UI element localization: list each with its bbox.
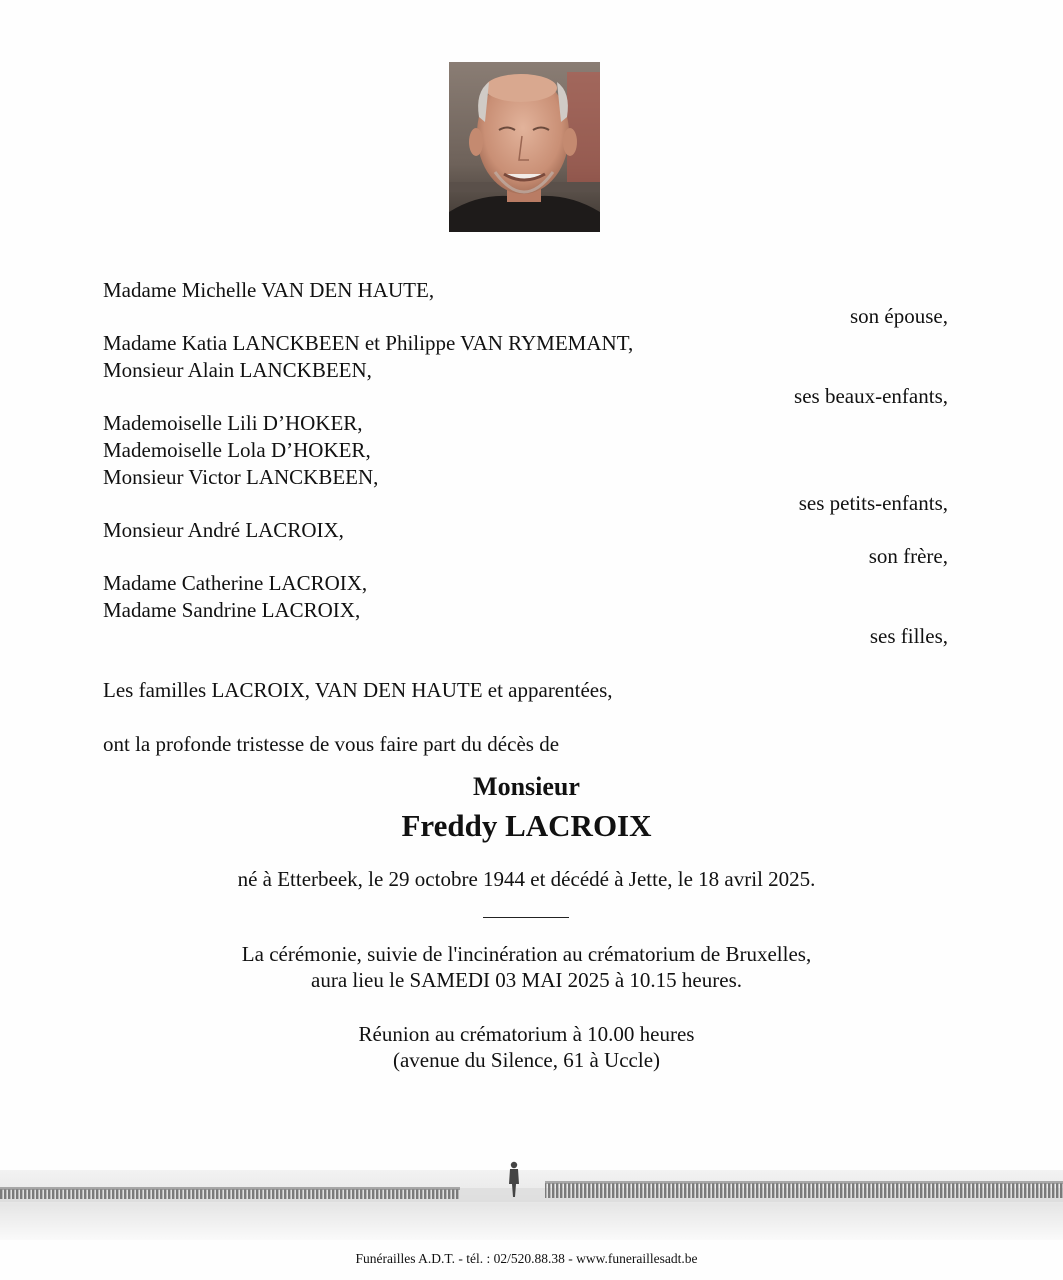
ceremony-line-2: aura lieu le SAMEDI 03 MAI 2025 à 10.15 heures. [311,968,742,992]
announcement: ont la profonde tristesse de vous faire part du décès de [103,732,560,756]
stepchild-name: Monsieur Alain LANCKBEEN, [103,358,372,382]
grandchild-name: Mademoiselle Lola D’HOKER, [103,438,371,462]
deceased-salutation: Monsieur [473,772,580,801]
spouse-relation: son épouse, [850,304,948,328]
funeral-home-footer: Funérailles A.D.T. - tél. : 02/520.88.38 - www.funeraillesadt.be [355,1251,698,1266]
grandchildren-relation: ses petits-enfants, [798,491,948,515]
beach-groynes-illustration [0,1140,1063,1240]
families-line: Les familles LACROIX, VAN DEN HAUTE et apparentées, [103,678,613,702]
stepchild-name: Madame Katia LANCKBEEN et Philippe VAN RYMEMANT, [103,331,634,355]
daughters-relation: ses filles, [869,624,948,648]
grandchild-name: Monsieur Victor LANCKBEEN, [103,465,379,489]
spouse-name: Madame Michelle VAN DEN HAUTE, [103,278,435,302]
reunion-line-2: (avenue du Silence, 61 à Uccle) [392,1048,661,1072]
deceased-name: Freddy LACROIX [401,808,652,843]
reunion-line-1: Réunion au crématorium à 10.00 heures [358,1022,695,1046]
grandchild-name: Mademoiselle Lili D’HOKER, [103,411,363,435]
portrait-photo [449,62,600,232]
ceremony-line-1: La cérémonie, suivie de l'incinération au crématorium de Bruxelles, [241,942,812,966]
deceased-dates: né à Etterbeek, le 29 octobre 1944 et décédé à Jette, le 18 avril 2025. [237,867,816,891]
brother-name: Monsieur André LACROIX, [103,518,344,542]
daughter-name: Madame Catherine LACROIX, [103,571,368,595]
daughter-name: Madame Sandrine LACROIX, [103,598,361,622]
stepchildren-relation: ses beaux-enfants, [794,384,948,408]
brother-relation: son frère, [868,544,948,568]
divider [483,917,569,918]
